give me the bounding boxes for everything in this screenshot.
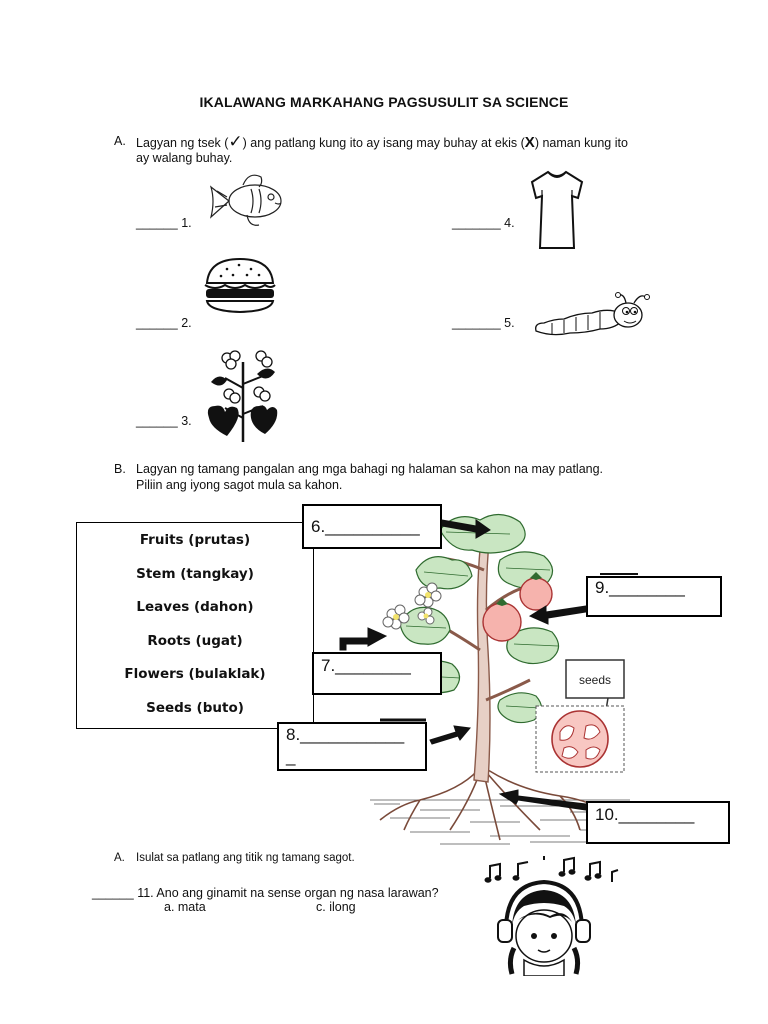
answer-box-8-tail: _ [286, 747, 296, 766]
choice-leaves: Leaves (dahon) [136, 599, 254, 615]
answer-box-6[interactable] [302, 504, 442, 549]
section-a-instruction-line2: ay walang buhay. [136, 151, 233, 165]
burger-icon [203, 255, 277, 315]
choice-roots: Roots (ugat) [147, 632, 243, 649]
item-number: 3. [181, 414, 192, 428]
section-b-letter: B. [114, 462, 126, 476]
instr-part1: Lagyan ng tsek ( [136, 136, 229, 150]
choice-fruits: Fruits (prutas) [139, 532, 251, 548]
page-title: IKALAWANG MARKAHANG PAGSUSULIT SA SCIENCE [199, 94, 569, 110]
answer-blank[interactable]: _______ [452, 216, 501, 230]
girl-with-headphones-icon [484, 856, 626, 976]
section-c-instruction: Isulat sa patlang ang titik ng tamang sagot. [136, 852, 355, 864]
choice-stem: Stem (tangkay) [136, 565, 254, 582]
item-number: 5. [504, 316, 515, 330]
item-1 [136, 216, 192, 230]
answer-box-7[interactable] [312, 652, 442, 695]
section-b-instruction: Lagyan ng tamang pangalan ang mga bahagi ng halaman sa kahon na may patlang. [136, 462, 604, 476]
item-5 [452, 316, 515, 330]
answer-blank[interactable]: _______ [452, 316, 501, 330]
section-a-letter: A. [114, 134, 126, 148]
answer-box-8-label: 8.___________ [286, 725, 405, 744]
section-b-instruction-line2: Piliin ang iyong sagot mula sa kahon. [136, 478, 343, 492]
instr-part3: ) naman kung ito [534, 136, 628, 150]
item-number: 1. [181, 216, 192, 230]
question-11 [92, 886, 439, 901]
item-2 [136, 316, 192, 330]
flowering-plant-icon [205, 348, 279, 444]
answer-blank[interactable]: ______ [136, 216, 178, 230]
answer-box-10-label: 10.________ [595, 805, 695, 824]
option-c: c. ilong [316, 900, 356, 914]
answer-box-8[interactable] [277, 722, 427, 771]
question-11-text: 11. Ano ang ginamit na sense organ ng nasa larawan? [137, 886, 439, 900]
answer-box-7-label: 7.________ [321, 656, 411, 675]
answer-blank[interactable]: ______ [136, 414, 178, 428]
answer-box-9-label: 9.________ [595, 578, 685, 597]
section-a-instruction [136, 134, 628, 151]
tshirt-icon [528, 168, 586, 252]
section-c-letter: A. [114, 852, 125, 864]
item-number: 2. [181, 316, 192, 330]
item-4 [452, 216, 515, 230]
seeds-label: seeds [578, 673, 612, 687]
choices-box [76, 522, 314, 729]
choice-seeds: Seeds (buto) [146, 699, 244, 716]
answer-box-9[interactable] [586, 576, 722, 617]
x-mark-icon: X [524, 134, 535, 151]
instr-part2: ) ang patlang kung ito ay isang may buhay at ekis ( [242, 136, 525, 150]
answer-blank[interactable]: ______ [136, 316, 178, 330]
choice-flowers: Flowers (bulaklak) [124, 666, 266, 682]
item-number: 4. [504, 216, 515, 230]
check-icon: ✓ [228, 132, 243, 151]
caterpillar-icon [530, 289, 654, 341]
answer-box-6-label: 6.__________ [311, 517, 420, 536]
answer-box-10[interactable] [586, 801, 730, 844]
answer-blank[interactable]: ______ [92, 886, 134, 900]
option-a: a. mata [164, 900, 206, 914]
item-3 [136, 414, 192, 428]
fish-icon [203, 167, 295, 231]
